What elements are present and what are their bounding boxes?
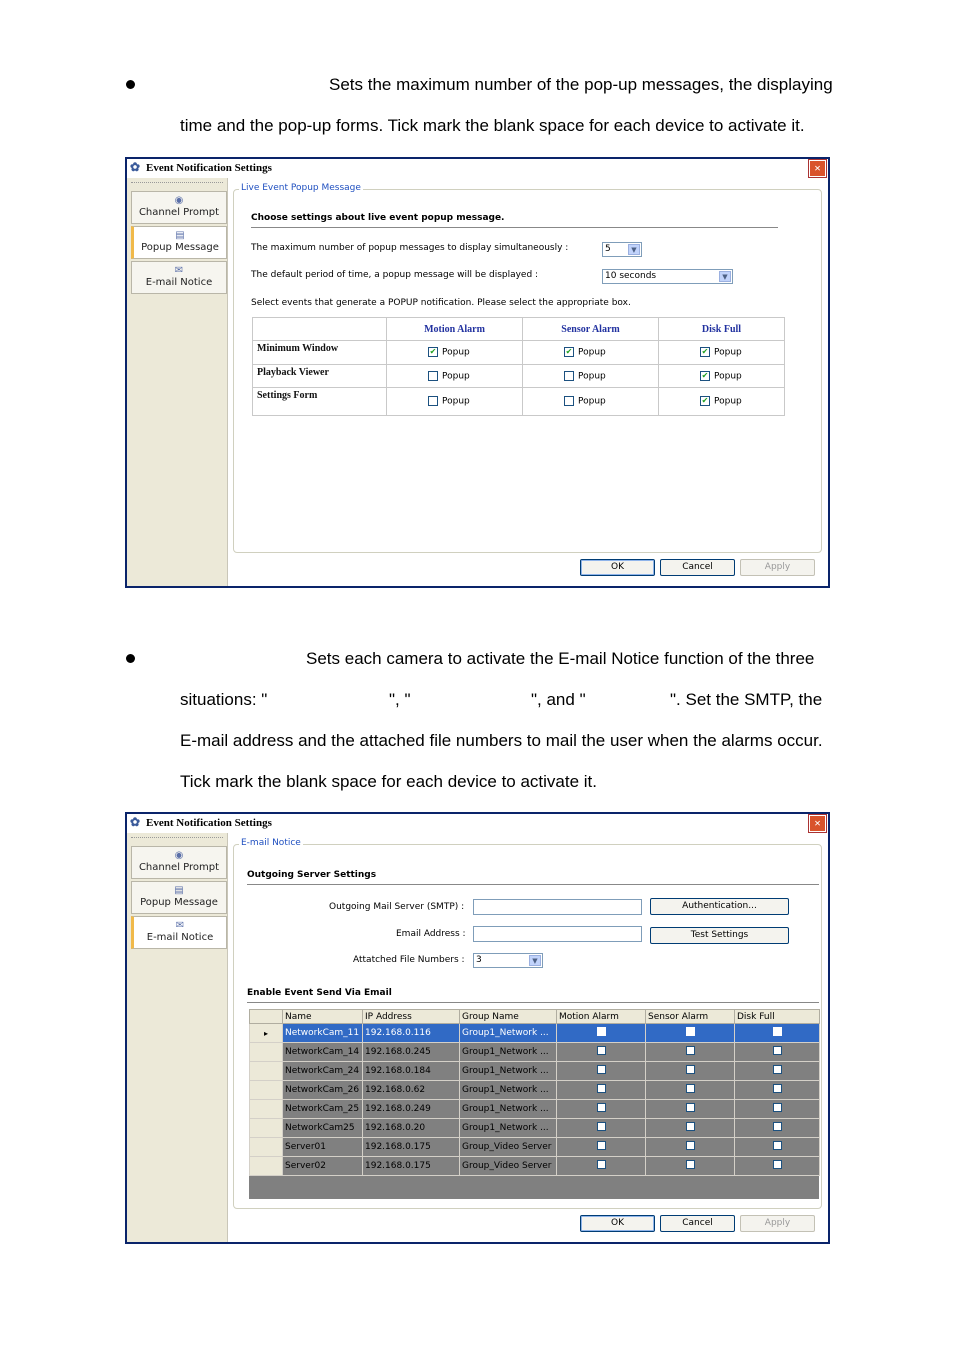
server-heading: Outgoing Server Settings xyxy=(247,870,377,880)
col-group[interactable]: Group Name xyxy=(460,1010,557,1024)
sensor-checkbox[interactable] xyxy=(686,1141,695,1150)
col-name[interactable]: Name xyxy=(283,1010,363,1024)
table-row[interactable]: NetworkCam_24 192.168.0.184 Group1_Network ... xyxy=(250,1062,820,1081)
dialog-title: Event Notification Settings xyxy=(146,817,272,829)
popup-events-table xyxy=(252,317,785,416)
content-pane xyxy=(228,178,828,586)
email-icon: ✉ xyxy=(174,265,184,276)
check-icon[interactable]: ✔ xyxy=(701,370,709,380)
cancel-button[interactable]: Cancel xyxy=(660,1215,735,1232)
popup-checkbox[interactable]: ✔ Popup xyxy=(523,341,659,365)
nav-email-notice[interactable]: ✉ E-mail Notice xyxy=(131,916,227,949)
max-popups-select[interactable]: 5 ▼ xyxy=(602,242,642,257)
disk-checkbox[interactable] xyxy=(773,1160,782,1169)
check-icon[interactable]: ✔ xyxy=(565,347,573,357)
col-ip[interactable]: IP Address xyxy=(363,1010,460,1024)
popup-group xyxy=(233,183,822,553)
intro2-line4: Tick mark the blank space for each device to activate it. xyxy=(180,772,598,791)
authentication-button[interactable]: Authentication... xyxy=(650,898,789,915)
table-row[interactable]: NetworkCam_26 192.168.0.62 Group1_Network ... xyxy=(250,1081,820,1100)
popup-checkbox[interactable]: Popup xyxy=(387,365,523,388)
test-settings-button[interactable]: Test Settings xyxy=(650,927,789,944)
apply-button[interactable]: Apply xyxy=(740,1215,815,1232)
popup-checkbox[interactable]: ✔ Popup xyxy=(659,365,785,388)
smtp-input[interactable] xyxy=(473,899,642,915)
nav-channel-prompt[interactable]: ◉ Channel Prompt xyxy=(131,191,227,224)
max-popups-label: The maximum number of popup messages to display simultaneously : xyxy=(251,243,569,253)
title-bar xyxy=(127,814,828,833)
col-disk-full: Disk Full xyxy=(659,318,785,341)
disk-checkbox[interactable] xyxy=(773,1046,782,1055)
camera-grid xyxy=(249,1009,820,1176)
title-bar xyxy=(127,159,828,178)
sensor-checkbox[interactable] xyxy=(686,1160,695,1169)
email-label: Email Address : xyxy=(396,929,466,939)
period-label: The default period of time, a popup message will be displayed : xyxy=(251,270,539,280)
nav-popup-message[interactable]: ▤ Popup Message xyxy=(131,226,227,259)
table-row[interactable]: ▸ NetworkCam_11 192.168.0.116 Group1_Network ... xyxy=(250,1024,820,1043)
ok-button[interactable]: OK xyxy=(580,559,655,576)
col-motion-alarm: Motion Alarm xyxy=(387,318,523,341)
apply-button[interactable]: Apply xyxy=(740,559,815,576)
row-marker-icon: ▸ xyxy=(250,1024,283,1043)
group-label: E-mail Notice xyxy=(241,838,301,848)
disk-checkbox[interactable] xyxy=(773,1122,782,1131)
select-events-label: Select events that generate a POPUP notification. Please select the appropriate box. xyxy=(251,298,631,308)
intro1-line2: time and the pop-up forms. Tick mark the blank space for each device to activate it. xyxy=(180,116,805,135)
col-motion[interactable]: Motion Alarm xyxy=(557,1010,646,1024)
motion-checkbox[interactable] xyxy=(597,1103,606,1112)
col-sensor-alarm: Sensor Alarm xyxy=(523,318,659,341)
attach-label: Attatched File Numbers : xyxy=(353,955,465,965)
sidebar xyxy=(127,178,228,586)
chevron-down-icon: ▼ xyxy=(719,271,731,282)
motion-checkbox[interactable] xyxy=(597,1065,606,1074)
chevron-down-icon: ▼ xyxy=(628,244,640,255)
intro2-line2a: situations: " xyxy=(180,690,268,709)
chevron-down-icon: ▼ xyxy=(529,955,541,966)
sensor-checkbox[interactable] xyxy=(686,1084,695,1093)
nav-channel-prompt[interactable]: ◉ Channel Prompt xyxy=(131,846,227,879)
popup-checkbox[interactable]: ✔ Popup xyxy=(387,341,523,365)
camera-icon: ◉ xyxy=(174,850,184,861)
sensor-checkbox[interactable] xyxy=(686,1065,695,1074)
dialog-title: Event Notification Settings xyxy=(146,162,272,174)
disk-checkbox[interactable] xyxy=(773,1141,782,1150)
checkbox-empty[interactable] xyxy=(428,396,438,406)
table-row[interactable]: Server02 192.168.0.175 Group_Video Server xyxy=(250,1157,820,1176)
bullet-1 xyxy=(126,80,135,89)
intro1-line1: Sets the maximum number of the pop-up messages, the displaying xyxy=(329,75,833,94)
bullet-2 xyxy=(126,654,135,663)
intro2-line3: E-mail address and the attached file numbers to mail the user when the alarms occur. xyxy=(180,731,823,750)
col-disk[interactable]: Disk Full xyxy=(735,1010,820,1024)
camera-icon: ◉ xyxy=(174,195,184,206)
disk-checkbox[interactable] xyxy=(773,1084,782,1093)
email-input[interactable] xyxy=(473,926,642,942)
sensor-checkbox[interactable] xyxy=(686,1027,695,1036)
check-icon[interactable]: ✔ xyxy=(701,396,709,406)
cancel-button[interactable]: Cancel xyxy=(660,559,735,576)
motion-checkbox[interactable] xyxy=(597,1122,606,1131)
section-heading: Choose settings about live event popup message. xyxy=(251,213,505,223)
close-button[interactable]: × xyxy=(809,815,826,832)
ok-button[interactable]: OK xyxy=(580,1215,655,1232)
close-button[interactable]: × xyxy=(809,160,826,177)
popup-icon: ▤ xyxy=(174,885,184,896)
email-settings-dialog xyxy=(125,812,830,1244)
sensor-checkbox[interactable] xyxy=(686,1103,695,1112)
email-icon: ✉ xyxy=(175,920,185,931)
col-sensor[interactable]: Sensor Alarm xyxy=(646,1010,735,1024)
row-label: Playback Viewer xyxy=(253,365,387,388)
popup-icon: ▤ xyxy=(175,230,185,241)
popup-checkbox[interactable]: Popup xyxy=(523,365,659,388)
check-icon[interactable]: ✔ xyxy=(429,347,437,357)
period-select[interactable]: 10 seconds ▼ xyxy=(602,269,733,284)
attach-select[interactable]: 3 ▼ xyxy=(473,953,543,968)
intro2-line2c: ", and " xyxy=(531,690,586,709)
sensor-checkbox[interactable] xyxy=(686,1046,695,1055)
popup-settings-dialog xyxy=(125,157,830,588)
motion-checkbox[interactable] xyxy=(597,1141,606,1150)
email-group xyxy=(233,838,822,1209)
motion-checkbox[interactable] xyxy=(597,1084,606,1093)
checkbox-empty[interactable] xyxy=(564,371,574,381)
row-label: Minimum Window xyxy=(253,341,387,365)
table-row[interactable]: NetworkCam_14 192.168.0.245 Group1_Network ... xyxy=(250,1043,820,1062)
smtp-label: Outgoing Mail Server (SMTP) : xyxy=(329,902,465,912)
popup-checkbox[interactable]: ✔ Popup xyxy=(659,341,785,365)
motion-checkbox[interactable] xyxy=(597,1027,606,1036)
check-icon[interactable]: ✔ xyxy=(701,347,709,357)
disk-checkbox[interactable] xyxy=(773,1065,782,1074)
gear-icon: ✿ xyxy=(130,160,141,174)
sensor-checkbox[interactable] xyxy=(686,1122,695,1131)
intro2-line2b: ", " xyxy=(389,690,411,709)
popup-checkbox[interactable]: ✔ Popup xyxy=(659,388,785,416)
event-heading: Enable Event Send Via Email xyxy=(247,988,392,998)
nav-email-notice[interactable]: ✉ E-mail Notice xyxy=(131,261,227,294)
disk-checkbox[interactable] xyxy=(773,1027,782,1036)
content-pane xyxy=(228,833,828,1242)
checkbox-empty[interactable] xyxy=(428,371,438,381)
popup-checkbox[interactable]: Popup xyxy=(387,388,523,416)
table-row[interactable]: NetworkCam25 192.168.0.20 Group1_Network ... xyxy=(250,1119,820,1138)
intro2-line2d: ". Set the SMTP, the xyxy=(670,690,823,709)
gear-icon: ✿ xyxy=(130,815,141,829)
popup-checkbox[interactable]: Popup xyxy=(523,388,659,416)
disk-checkbox[interactable] xyxy=(773,1103,782,1112)
row-label: Settings Form xyxy=(253,388,387,416)
motion-checkbox[interactable] xyxy=(597,1160,606,1169)
checkbox-empty[interactable] xyxy=(564,396,574,406)
motion-checkbox[interactable] xyxy=(597,1046,606,1055)
table-row[interactable]: Server01 192.168.0.175 Group_Video Server xyxy=(250,1138,820,1157)
intro2-line1: Sets each camera to activate the E-mail Notice function of the three xyxy=(306,649,815,668)
nav-popup-message[interactable]: ▤ Popup Message xyxy=(131,881,227,914)
sidebar xyxy=(127,833,228,1242)
group-label: Live Event Popup Message xyxy=(241,183,361,193)
table-row[interactable]: NetworkCam_25 192.168.0.249 Group1_Network ... xyxy=(250,1100,820,1119)
